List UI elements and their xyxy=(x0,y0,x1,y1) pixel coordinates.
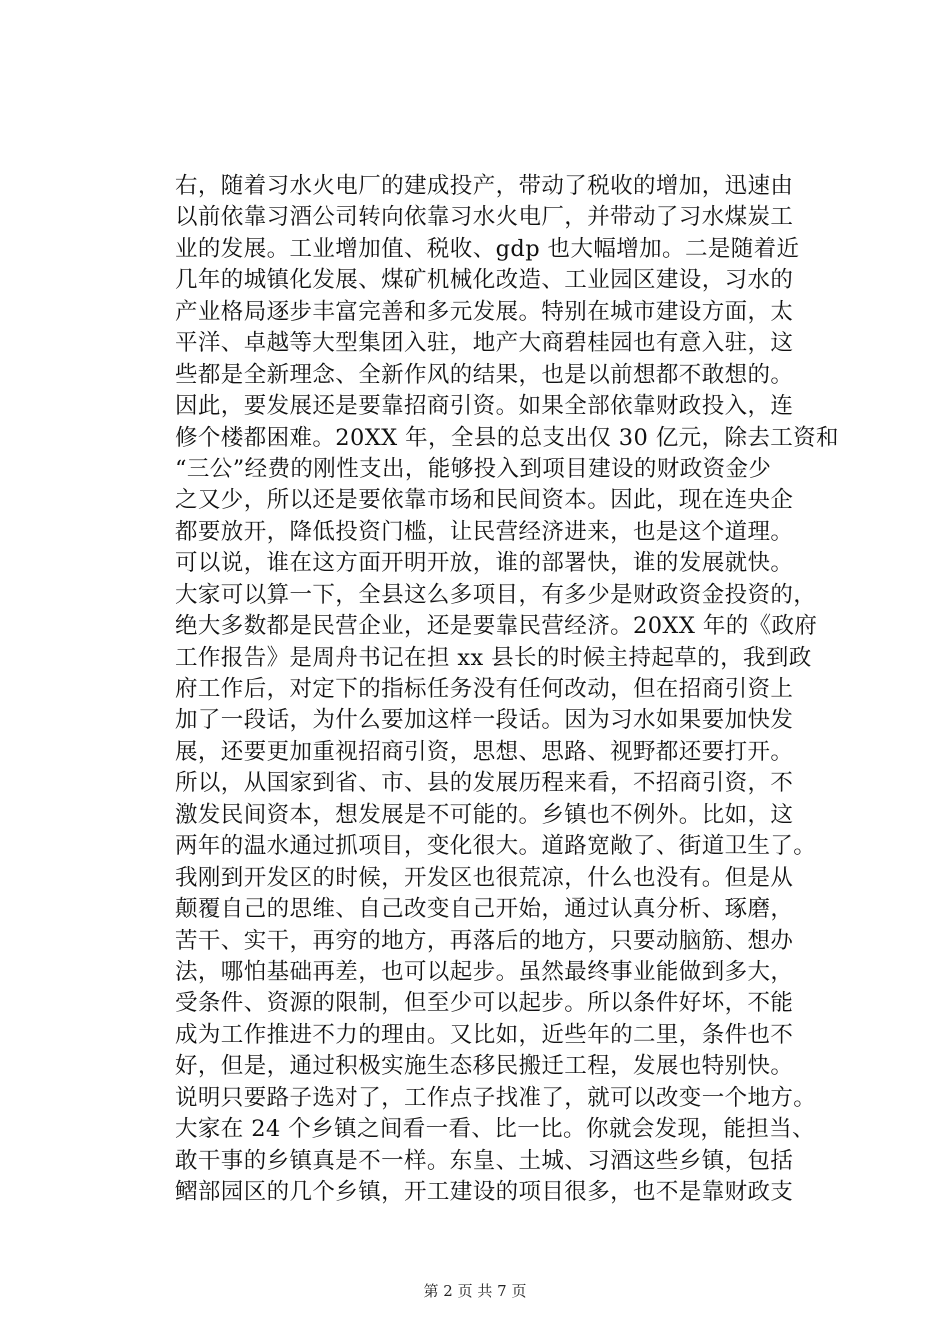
text-line: 些都是全新理念、全新作风的结果，也是以前想都不敢想的。 xyxy=(175,361,794,388)
text-line: 大家在 24 个乡镇之间看一看、比一比。你就会发现，能担当、 xyxy=(175,1116,815,1143)
text-line: 之又少，所以还是要依靠市场和民间资本。因此，现在连央企 xyxy=(175,487,794,514)
text-line: 以前依靠习酒公司转向依靠习水火电厂，并带动了习水煤炭工 xyxy=(175,204,794,231)
text-line: 成为工作推进不力的理由。又比如，近些年的二里，条件也不 xyxy=(175,1021,794,1048)
text-line: 产业格局逐步丰富完善和多元发展。特别在城市建设方面，太 xyxy=(175,298,794,325)
text-line: 敢干事的乡镇真是不一样。东皇、土城、习酒这些乡镇，包括 xyxy=(175,1147,794,1174)
text-line: 鳛部园区的几个乡镇，开工建设的项目很多，也不是靠财政支 xyxy=(175,1179,794,1205)
text-line: 绝大多数都是民营企业，还是要靠民营经济。20XX 年的《政府 xyxy=(175,613,818,640)
text-line: 苦干、实干，再穷的地方，再落后的地方，只要动脑筋、想办 xyxy=(175,927,794,954)
text-line: 受条件、资源的限制，但至少可以起步。所以条件好坏，不能 xyxy=(175,990,794,1017)
text-line: 好，但是，通过积极实施生态移民搬迁工程，发展也特别快。 xyxy=(175,1053,794,1080)
text-line: 工作报告》是周舟书记在担 xx 县长的时候主持起草的，我到政 xyxy=(175,644,812,671)
page-number-footer: 第 2 页 共 7 页 xyxy=(423,1282,527,1300)
text-line: 业的发展。工业增加值、税收、gdp 也大幅增加。二是随着近 xyxy=(175,235,800,262)
text-line: 说明只要路子选对了，工作点子找准了，就可以改变一个地方。 xyxy=(175,1084,817,1111)
text-line: 因此，要发展还是要靠招商引资。如果全部依靠财政投入，连 xyxy=(175,393,794,420)
text-line: 展，还要更加重视招商引资，思想、思路、视野都还要打开。 xyxy=(175,738,794,765)
text-line: 我刚到开发区的时候，开发区也很荒凉，什么也没有。但是从 xyxy=(175,864,794,891)
text-line: 两年的温水通过抓项目，变化很大。道路宽敞了、街道卫生了。 xyxy=(175,833,817,860)
text-line: 府工作后，对定下的指标任务没有任何改动，但在招商引资上 xyxy=(175,676,794,702)
text-line: 几年的城镇化发展、煤矿机械化改造、工业园区建设，习水的 xyxy=(175,267,794,294)
text-line: 法，哪怕基础再差，也可以起步。虽然最终事业能做到多大， xyxy=(175,958,794,985)
text-line: 都要放开，降低投资门槛，让民营经济进来，也是这个道理。 xyxy=(175,518,794,545)
text-line: 所以，从国家到省、市、县的发展历程来看，不招商引资，不 xyxy=(175,770,794,797)
text-line: 右，随着习水火电厂的建成投产，带动了税收的增加，迅速由 xyxy=(175,173,794,199)
text-line: 修个楼都困难。20XX 年，全县的总支出仅 30 亿元，除去工资和 xyxy=(175,424,839,451)
text-line: 激发民间资本，想发展是不可能的。乡镇也不例外。比如，这 xyxy=(175,801,794,828)
text-line: 颠覆自己的思维、自己改变自己开始，通过认真分析、琢磨， xyxy=(175,896,794,923)
text-line: 可以说，谁在这方面开明开放，谁的部署快，谁的发展就快。 xyxy=(175,550,794,577)
text-line: “三公”经费的刚性支出，能够投入到项目建设的财政资金少 xyxy=(175,455,772,482)
text-line: 大家可以算一下，全县这么多项目，有多少是财政资金投资的， xyxy=(175,581,817,608)
body-text xyxy=(175,171,855,1208)
text-line: 加了一段话，为什么要加这样一段话。因为习水如果要加快发 xyxy=(175,707,794,734)
text-line: 平洋、卓越等大型集团入驻，地产大商碧桂园也有意入驻，这 xyxy=(175,330,794,357)
